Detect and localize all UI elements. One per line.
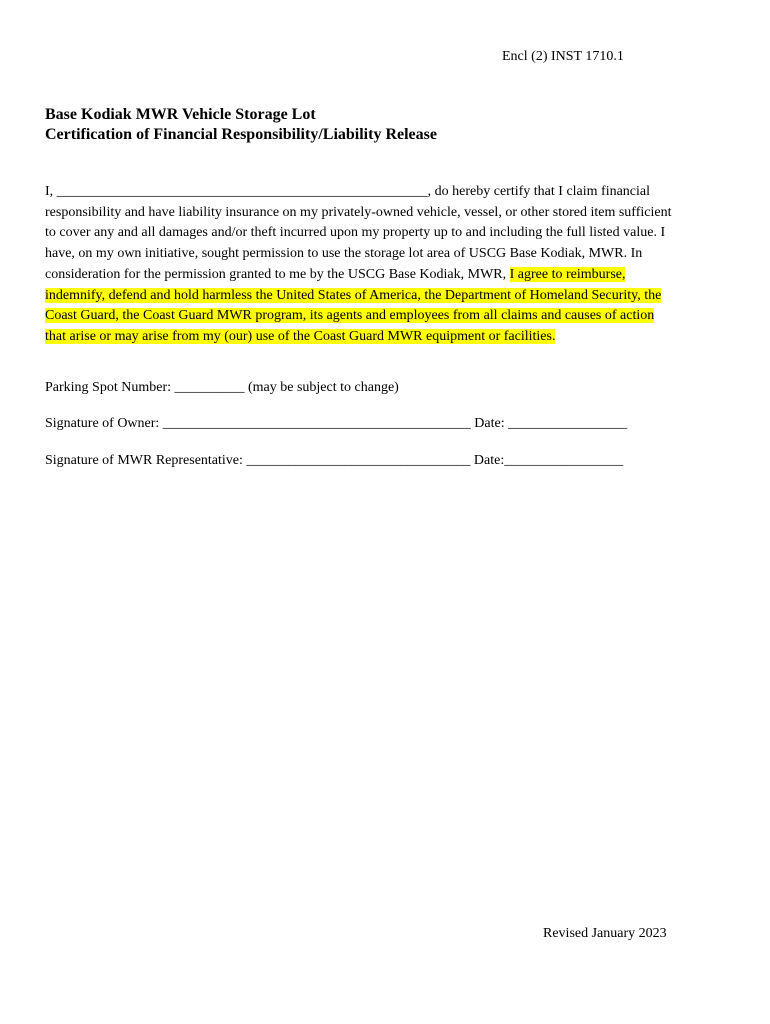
title-line-1: Base Kodiak MWR Vehicle Storage Lot xyxy=(45,106,316,123)
parking-spot-field[interactable]: Parking Spot Number: __________ (may be subject to change) xyxy=(45,380,399,395)
certification-line-1: I, _____________________________________________________, do hereby certify that I claim financial xyxy=(45,184,651,199)
enclosure-reference: Encl (2) INST 1710.1 xyxy=(502,49,624,64)
document-title xyxy=(45,105,725,145)
certification-line-3: to cover any and all damages and/or theft incurred upon my property up to and including the full listed value. I xyxy=(45,225,666,241)
certification-line-5-plain: consideration for the permission granted to me by the USCG Base Kodiak, MWR, xyxy=(45,266,510,282)
owner-signature-field[interactable]: Signature of Owner: ____________________________________________ Date: _________________ xyxy=(45,416,628,431)
certification-line-4: have, on my own initiative, sought permission to use the storage lot area of USCG Base Kodiak, MWR. In xyxy=(45,246,643,262)
highlighted-clause-line-6: indemnify, defend and hold harmless the United States of America, the Department of Homeland Security, the xyxy=(45,287,662,303)
highlighted-clause-line-7: Coast Guard, the Coast Guard MWR program, its agents and employees from all claims and causes of action xyxy=(45,308,655,324)
certification-line-7 xyxy=(45,306,735,327)
highlighted-clause-line-8: that arise or may arise from my (our) use of the Coast Guard MWR equipment or facilities. xyxy=(45,328,556,344)
certification-line-6 xyxy=(45,286,735,307)
certification-line-5 xyxy=(45,265,735,286)
mwr-representative-signature-field[interactable]: Signature of MWR Representative: ________________________________ Date:_________________ xyxy=(45,453,624,468)
certification-line-8 xyxy=(45,327,735,348)
highlighted-clause-start: I agree to reimburse, xyxy=(509,266,626,282)
certification-paragraph xyxy=(45,182,735,348)
title-line-2: Certification of Financial Responsibility/Liability Release xyxy=(45,126,437,143)
revision-date: Revised January 2023 xyxy=(543,926,667,941)
certification-line-2: responsibility and have liability insurance on my privately-owned vehicle, vessel, or other stored item sufficient xyxy=(45,204,672,220)
